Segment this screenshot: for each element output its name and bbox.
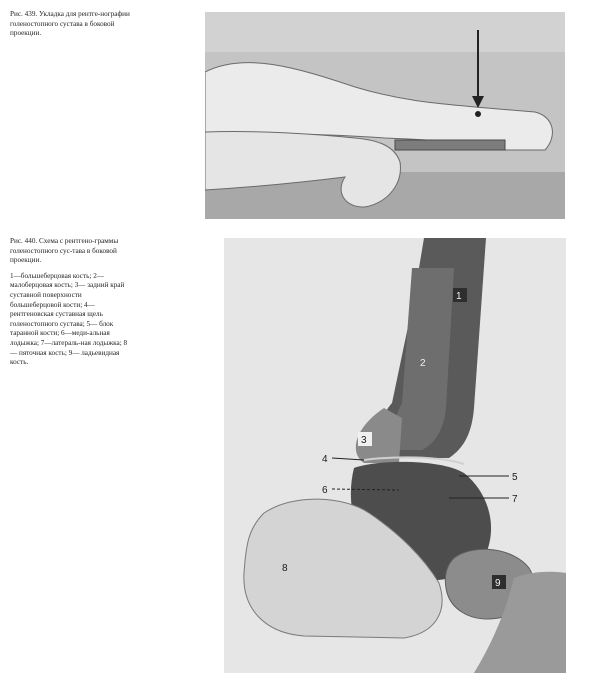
leg-positioning-illustration (205, 12, 565, 219)
label-3: 3 (361, 435, 367, 446)
label-5: 5 (512, 472, 518, 483)
label-2: 2 (420, 358, 426, 369)
figure-440-legend: 1—большеберцовая кость; 2— малоберцовая кость; 3— задний край суставной поверхности большеберцовой кости; 4— рентгеновская суставная щель голеностопного сустава; 5— блок таранной кости; 6—меди-альная лодыжка; 7—латераль-ная лодыжка; 8— пяточная кость; 9— ладьевидная кость. (10, 271, 128, 367)
ankle-xray-diagram (224, 238, 566, 673)
label-7: 7 (512, 494, 518, 505)
label-8: 8 (282, 563, 288, 574)
figure-440-caption-block (10, 237, 128, 374)
figure-439-caption: Рис. 439. Укладка для рентге-нографии голеностопного сустава в боковой проекции. (10, 10, 130, 38)
figure-439-photo (205, 12, 565, 219)
label-9: 9 (495, 578, 501, 589)
figure-440-xray-scheme (224, 238, 566, 673)
label-4: 4 (322, 454, 328, 465)
label-6: 6 (322, 485, 328, 496)
label-1: 1 (456, 291, 462, 302)
figure-440-caption: Рис. 440. Схема с рентгено-граммы голеностопного сус-тава в боковой проекции. (10, 237, 119, 265)
